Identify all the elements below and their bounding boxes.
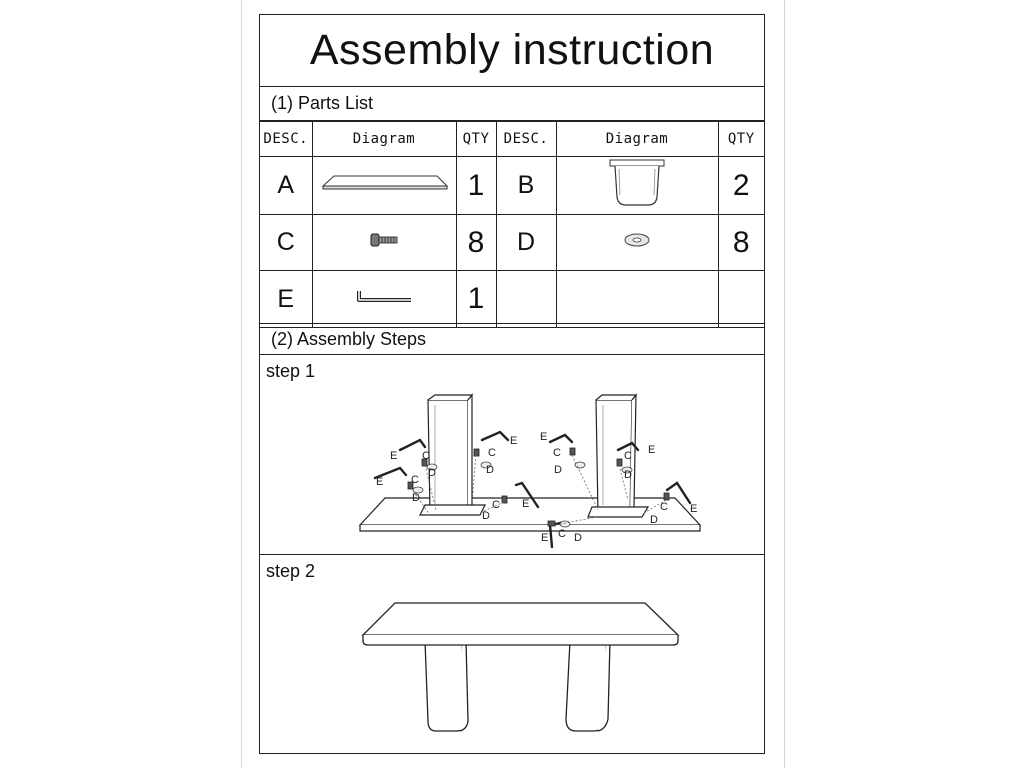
callout-c: C: [624, 450, 632, 462]
tabletop-shape: [360, 498, 700, 525]
table-row: [260, 271, 764, 328]
step-2-label: step 2: [266, 561, 316, 581]
header-desc: DESC.: [496, 122, 556, 157]
callout-d: D: [624, 469, 632, 481]
callout-d: D: [486, 464, 494, 476]
part-diagram: [556, 215, 718, 271]
left-leg-shape: [428, 400, 468, 513]
header-qty: QTY: [718, 122, 764, 157]
part-desc: E: [260, 271, 312, 328]
tabletop-icon: [319, 168, 449, 198]
callout-d: D: [482, 510, 490, 522]
part-qty: 8: [718, 215, 764, 271]
part-diagram: [556, 157, 718, 215]
callout-c: C: [660, 501, 668, 513]
callout-e: E: [510, 435, 518, 447]
callout-e: E: [390, 450, 398, 462]
instruction-frame: [259, 14, 765, 754]
step-1-label: step 1: [266, 361, 316, 381]
step-1-diagram: [260, 355, 763, 553]
washer-icon: [617, 230, 657, 250]
part-desc: C: [260, 215, 312, 271]
part-qty: 1: [456, 271, 496, 328]
callout-e: E: [648, 444, 656, 456]
callout-d: D: [428, 467, 436, 479]
step-2-diagram: [260, 555, 763, 753]
callout-c: C: [492, 499, 500, 511]
parts-list-heading: (1) Parts List: [260, 87, 764, 121]
part-desc: B: [496, 157, 556, 215]
part-qty: [718, 271, 764, 328]
part-diagram-empty: [556, 271, 718, 328]
header-diagram: Diagram: [556, 122, 718, 157]
page-title: Assembly instruction: [260, 15, 764, 87]
part-desc: D: [496, 215, 556, 271]
table-row: [260, 157, 764, 215]
step-2-panel: [260, 555, 764, 755]
header-diagram: Diagram: [312, 122, 456, 157]
table-row: [260, 215, 764, 271]
part-desc: A: [260, 157, 312, 215]
tabletop-shape: [363, 603, 678, 635]
callout-c: C: [488, 447, 496, 459]
instruction-sheet: [241, 0, 785, 768]
callout-d: D: [554, 464, 562, 476]
callout-c: C: [553, 447, 561, 459]
callout-e: E: [522, 498, 530, 510]
part-qty: 8: [456, 215, 496, 271]
parts-table-header: [260, 122, 764, 157]
callout-c: C: [558, 528, 566, 540]
allen-key-icon: [349, 287, 419, 307]
part-diagram: [312, 215, 456, 271]
part-qty: 2: [718, 157, 764, 215]
left-leg-shape: [425, 641, 466, 731]
part-qty: 1: [456, 157, 496, 215]
header-qty: QTY: [456, 122, 496, 157]
step-1-panel: [260, 355, 764, 555]
callout-c: C: [422, 450, 430, 462]
part-diagram: [312, 157, 456, 215]
part-desc: [496, 271, 556, 328]
leg-bracket-icon: [602, 157, 672, 209]
callout-d: D: [650, 514, 658, 526]
callout-c: C: [411, 474, 419, 486]
callout-e: E: [541, 532, 549, 544]
part-diagram: [312, 271, 456, 328]
callout-d: D: [574, 532, 582, 544]
callout-d: D: [412, 492, 420, 504]
assembly-steps-heading: (2) Assembly Steps: [260, 323, 764, 355]
parts-table: [260, 121, 764, 328]
callout-e: E: [540, 431, 548, 443]
callout-e: E: [690, 503, 698, 515]
bolt-icon: [364, 230, 404, 250]
callout-e: E: [376, 476, 384, 488]
header-desc: DESC.: [260, 122, 312, 157]
